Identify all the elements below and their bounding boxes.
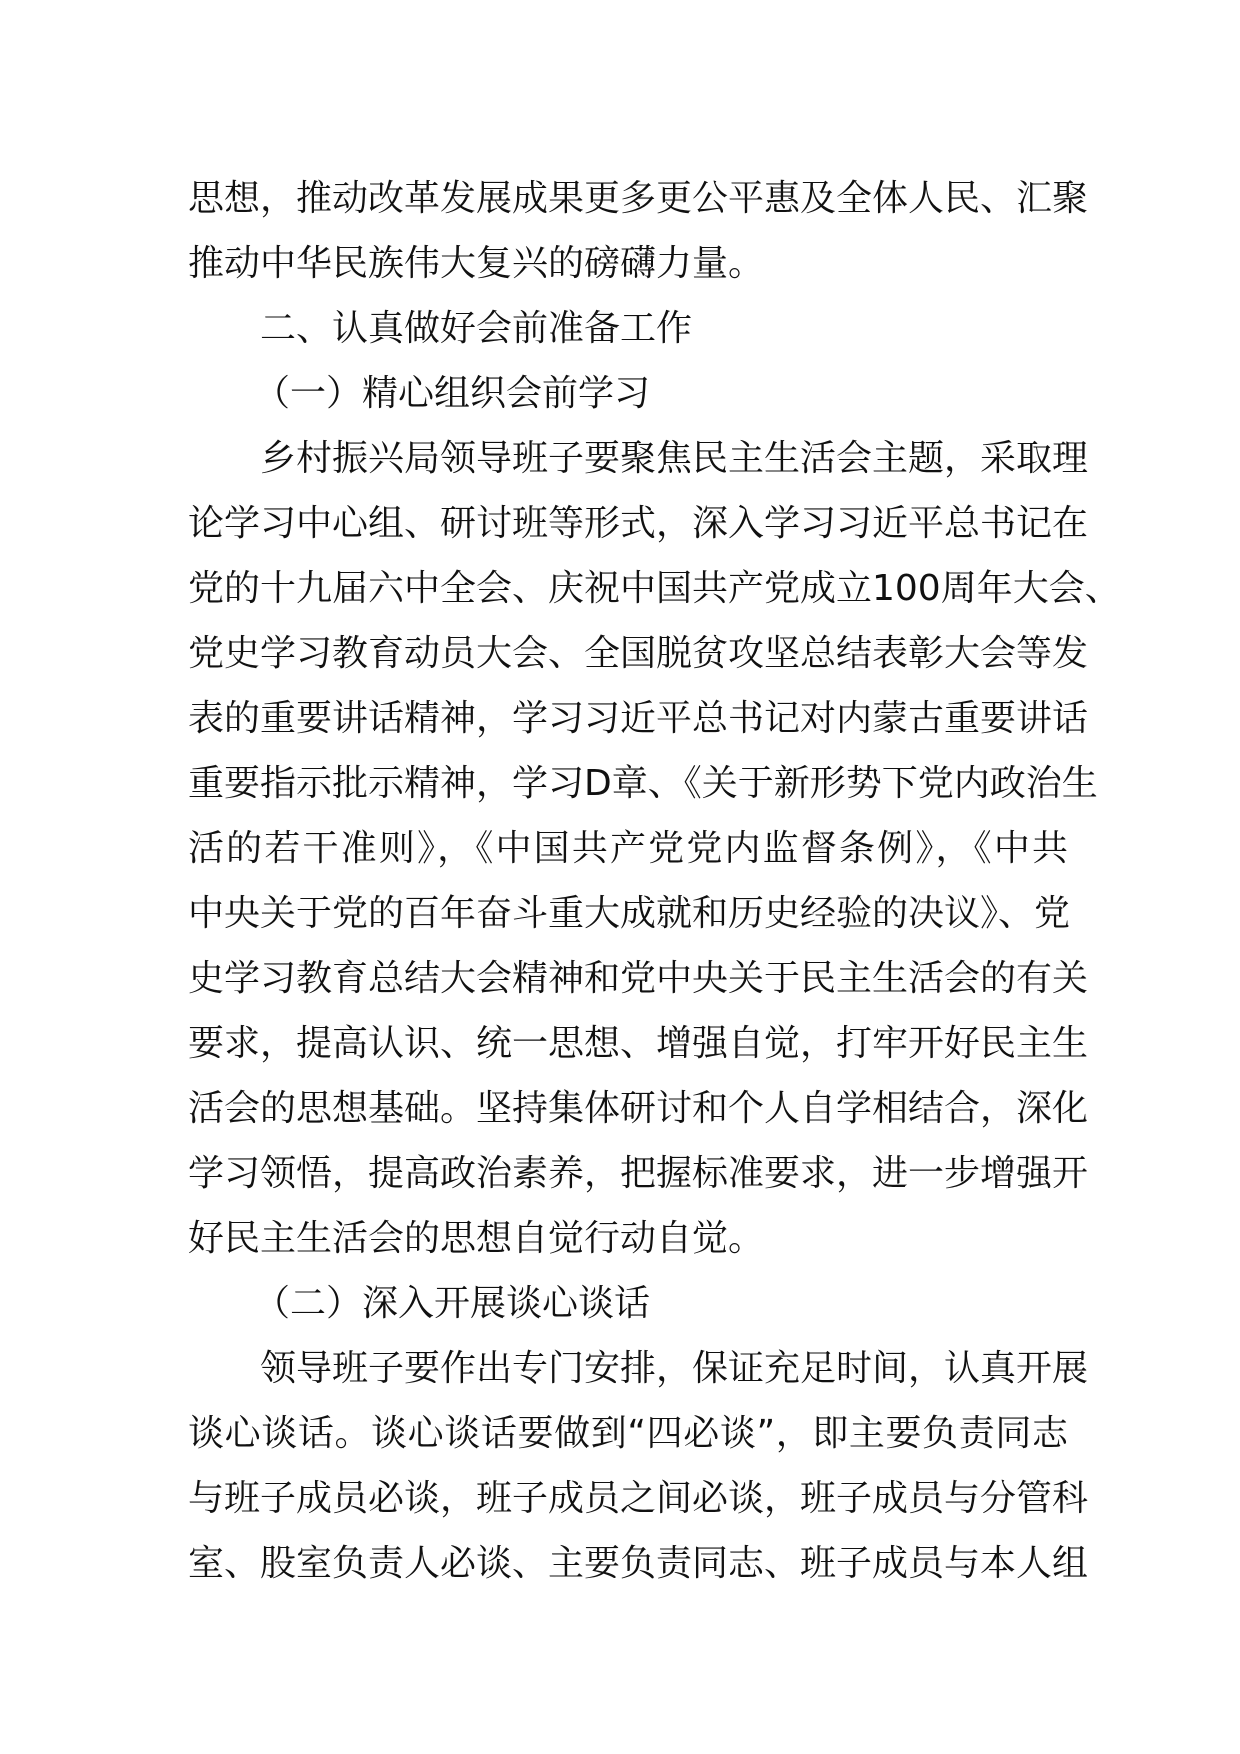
text-line: 思想，推动改革发展成果更多更公平惠及全体人民、汇聚 [188,178,1089,219]
text-line: 与班子成员必谈，班子成员之间必谈，班子成员与分管科 [188,1478,1089,1519]
text-line: 推动中华民族伟大复兴的磅礴力量。 [188,243,765,284]
text-line: 活会的思想基础。坚持集体研讨和个人自学相结合，深化 [188,1088,1089,1129]
text-line: 学习领悟，提高政治素养，把握标准要求，进一步增强开 [188,1153,1089,1194]
text-line: 党史学习教育动员大会、全国脱贫攻坚总结表彰大会等发 [188,633,1089,674]
section-heading: 二、认真做好会前准备工作 [260,308,693,349]
text-line: 重要指示批示精神，学习D章、《关于新形势下党内政治生 [188,763,1098,804]
text-line: 史学习教育总结大会精神和党中央关于民主生活会的有关 [188,958,1089,999]
text-line: 表的重要讲话精神，学习习近平总书记对内蒙古重要讲话 [188,698,1089,739]
text-line: 党的十九届六中全会、庆祝中国共产党成立100周年大会、 [188,568,1121,609]
text-line: 中央关于党的百年奋斗重大成就和历史经验的决议》、党 [188,893,1071,934]
text-line: 谈心谈话。谈心谈话要做到“四必谈”，即主要负责同志 [188,1413,1068,1454]
text-line: 室、股室负责人必谈、主要负责同志、班子成员与本人组 [188,1543,1089,1584]
paragraph-first-line: 乡村振兴局领导班子要聚焦民主生活会主题，采取理 [260,438,1089,479]
text-line: 活的若干准则》，《中国共产党党内监督条例》，《中共 [188,828,1068,869]
subsection-heading: （二）深入开展谈心谈话 [254,1283,651,1324]
text-line: 好民主生活会的思想自觉行动自觉。 [188,1218,765,1259]
text-line: 论学习中心组、研讨班等形式，深入学习习近平总书记在 [188,503,1089,544]
subsection-heading: （一）精心组织会前学习 [254,373,651,414]
document-body [188,166,1121,1596]
text-line: 要求，提高认识、统一思想、增强自觉，打牢开好民主生 [188,1023,1089,1064]
paragraph-first-line: 领导班子要作出专门安排，保证充足时间，认真开展 [260,1348,1089,1389]
